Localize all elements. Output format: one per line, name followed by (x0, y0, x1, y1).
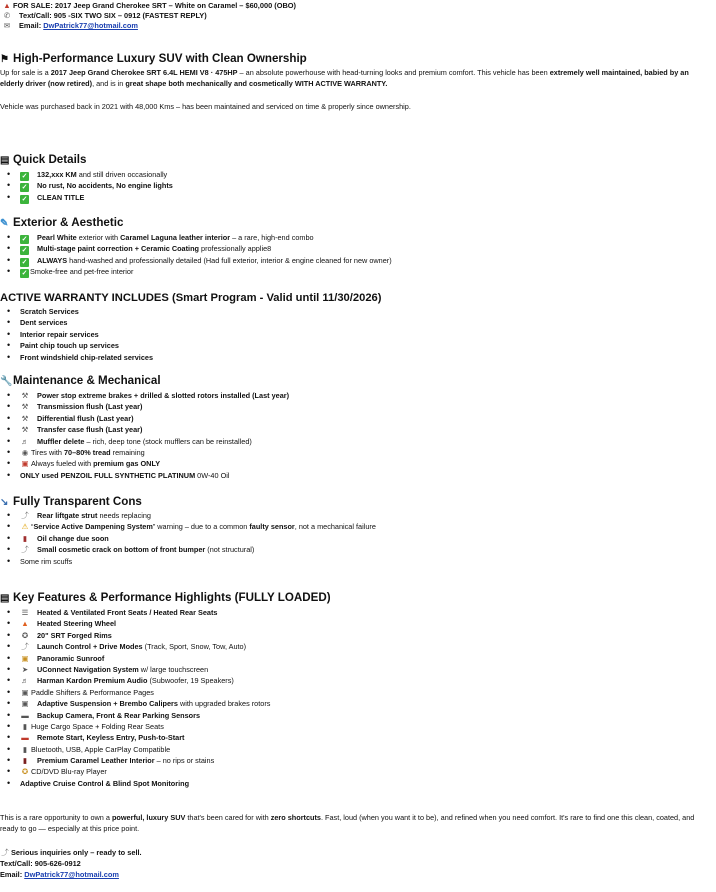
list-item: • ▣ Adaptive Suspension + Brembo Calipers with upgraded brakes rotors (0, 699, 700, 710)
list-item: • ▮ Bluetooth, USB, Apple CarPlay Compatible (0, 745, 700, 756)
phone-icon: ▮ (22, 744, 28, 754)
list-item: • ◉ Tires with 70–80% tread remaining (0, 448, 700, 459)
list-item: • ✓ Pearl White exterior with Caramel Laguna leather interior – a rare, high-end combo (0, 233, 700, 244)
car-icon: ▬ (21, 733, 29, 743)
tools-icon: ⚒ (21, 402, 29, 412)
seat-icon: ☰ (21, 608, 29, 617)
warranty-heading: ACTIVE WARRANTY INCLUDES (Smart Program - Valid until 11/30/2026) (0, 292, 382, 304)
footer-email: Email: DwPatrick77@hotmail.com (0, 870, 119, 879)
speaker-icon: ♬ (21, 436, 29, 446)
footer-phone: Text/Call: 905-626-0912 (0, 859, 81, 868)
list-item: • ✪ 20" SRT Forged Rims (0, 631, 700, 642)
list-item: • ▲ Heated Steering Wheel (0, 619, 700, 630)
warning-icon: ⚠ (21, 522, 29, 532)
checkmark-icon: ✓ (21, 258, 28, 266)
list-item: • ♬ Harman Kardon Premium Audio (Subwoofer, 19 Speakers) (0, 676, 700, 687)
list-item: • ▮ Oil change due soon (0, 534, 700, 545)
gamepad-icon: ▣ (21, 687, 29, 697)
closing-paragraph: This is a rare opportunity to own a powerful, luxury SUV that's been cared for with zero shortcuts. Fast, loud (when you want it to be), and refined when you need comfort. It's rare to find one this clean, coated, and ready to go — especially at this price point. (0, 813, 695, 833)
notepad-icon: ▤ (0, 593, 10, 604)
list-item: • ⤴ Launch Control + Drive Modes (Track, Sport, Snow, Tow, Auto) (0, 642, 700, 653)
tools-icon: ⚒ (21, 413, 29, 423)
fuel-pump-icon: ▣ (21, 459, 29, 469)
list-item: • ☰ Heated & Ventilated Front Seats / Heated Rear Seats (0, 608, 700, 619)
list-item: • Scratch Services (0, 307, 700, 318)
checkmark-icon: ✓ (21, 236, 28, 243)
camera-icon: ▬ (21, 710, 29, 720)
leather-icon: ▮ (22, 756, 28, 766)
navigation-icon: ➤ (21, 664, 29, 674)
oil-can-icon: ▮ (22, 533, 28, 543)
email-link[interactable]: DwPatrick77@hotmail.com (43, 21, 138, 30)
checkmark-icon: ✓ (21, 173, 28, 180)
strut-icon: ⤴ (21, 511, 29, 520)
exterior-list (0, 233, 700, 279)
checkered-flag-icon: ⚑ (0, 54, 9, 65)
tire-icon: ◉ (21, 447, 29, 457)
disc-icon: ✪ (21, 767, 29, 777)
maintenance-heading: 🔧Maintenance & Mechanical (0, 374, 161, 387)
intro-paragraph: Up for sale is a 2017 Jeep Grand Cherokee SRT 6.4L HEMI V8 · 475HP – an absolute powerhouse with head-turning looks and premium comfort. This vehicle has been extremely well maintained, babied by an elderly driver (now retired), and is in great shape both mechanically and cosmetically WITH ACTIVE WARRANTY. (0, 68, 689, 88)
header-line-title: ▲ FOR SALE: 2017 Jeep Grand Cherokee SRT – White on Caramel – $60,000 (OBO) (3, 1, 296, 10)
list-item: • ⚒ Power stop extreme brakes + drilled & slotted rotors installed (Last year) (0, 391, 700, 402)
fire-icon: ▲ (21, 619, 29, 629)
list-item: • ▣ Always fueled with premium gas ONLY (0, 459, 700, 470)
list-item: • ✓ Multi-stage paint correction + Ceramic Coating professionally applie8 (0, 244, 700, 255)
list-item: • Interior repair services (0, 330, 700, 341)
quick-details-heading: ▤ Quick Details (0, 153, 87, 166)
intro-heading: ⚑ High-Performance Luxury SUV with Clean Ownership (0, 52, 307, 65)
list-item: • Front windshield chip-related services (0, 353, 700, 364)
speaker-icon: ♬ (21, 676, 29, 686)
header-line-email: ✉ Email: DwPatrick77@hotmail.com (3, 21, 138, 30)
list-item: • ➤ UConnect Navigation System w/ large touchscreen (0, 665, 700, 676)
phone-icon: ✆ (3, 11, 11, 20)
warranty-list (0, 307, 700, 364)
list-item: • ✓ Smoke-free and pet-free interior (0, 267, 700, 278)
list-item: • ♬ Muffler delete – rich, deep tone (stock mufflers can be reinstalled) (0, 437, 700, 448)
header-line-phone: ✆ Text/Call: 905 -SIX TWO SIX – 0912 (FASTEST REPLY) (3, 11, 207, 20)
sunroof-icon: ▣ (21, 653, 29, 663)
features-heading: ▤ Key Features & Performance Highlights (FULLY LOADED) (0, 591, 331, 604)
list-item: • ▮ Premium Caramel Leather Interior – no rips or stains (0, 756, 700, 767)
footer-email-link[interactable]: DwPatrick77@hotmail.com (24, 870, 119, 879)
checkmark-icon: ✓ (21, 247, 28, 255)
features-list (0, 608, 700, 790)
list-item: • ▬ Remote Start, Keyless Entry, Push-to-Start (0, 733, 700, 744)
list-item: • ⚒ Transfer case flush (Last year) (0, 425, 700, 436)
maintenance-list (0, 391, 700, 482)
list-item: • ⤴ Small cosmetic crack on bottom of front bumper (not structural) (0, 545, 700, 556)
bumper-icon: ⤴ (21, 545, 29, 555)
list-item: • Paint chip touch up services (0, 341, 700, 352)
list-item: • ▬ Backup Camera, Front & Rear Parking Sensors (0, 711, 700, 722)
wheel-icon: ✪ (21, 630, 29, 640)
list-item: • ▮ Huge Cargo Space + Folding Rear Seats (0, 722, 700, 733)
list-item: • Dent services (0, 318, 700, 329)
list-item: • ▣ Panoramic Sunroof (0, 654, 700, 665)
list-item: • ✪ CD/DVD Blu-ray Player (0, 767, 700, 778)
suspension-icon: ▣ (21, 699, 29, 709)
clipboard-icon: ▤ (0, 155, 10, 166)
list-item: • Some rim scuffs (0, 557, 700, 568)
pin-icon: ▲ (3, 1, 11, 10)
cargo-icon: ▮ (22, 721, 28, 731)
list-item: • ✓ No rust, No accidents, No engine lights (0, 181, 700, 192)
exterior-heading: ✎ Exterior & Aesthetic (0, 216, 124, 229)
pin-icon: ⤴ (1, 848, 9, 857)
tools-icon: ⚒ (21, 391, 29, 400)
quick-details-list (0, 170, 700, 204)
list-item: • ONLY used PENZOIL FULL SYNTHETIC PLATINUM 0W-40 Oil (0, 471, 700, 482)
cons-heading: ↘ Fully Transparent Cons (0, 495, 142, 508)
cons-list (0, 511, 700, 568)
checkmark-icon: ✓ (21, 270, 28, 278)
list-item: • ⚒ Differential flush (Last year) (0, 414, 700, 425)
wrench-icon: 🔧 (0, 376, 13, 387)
list-item: • ✓ CLEAN TITLE (0, 193, 700, 204)
list-item: • ⤴ Rear liftgate strut needs replacing (0, 511, 700, 522)
envelope-icon: ✉ (3, 21, 11, 30)
launch-icon: ⤴ (21, 642, 29, 652)
checkmark-icon: ✓ (21, 195, 28, 203)
purchase-paragraph: Vehicle was purchased back in 2021 with 48,000 Kms – has been maintained and serviced on time & properly since ownership. (0, 102, 411, 111)
list-item: • ⚒ Transmission flush (Last year) (0, 402, 700, 413)
list-item: • ▣ Paddle Shifters & Performance Pages (0, 688, 700, 699)
paint-brush-icon: ✎ (0, 218, 9, 229)
serious-line: ⤴ Serious inquiries only – ready to sell. (1, 848, 142, 857)
tools-icon: ⚒ (21, 425, 29, 435)
list-item: • ✓ 132,xxx KM and still driven occasionally (0, 170, 700, 181)
list-item: • ⚠ “Service Active Dampening System” warning – due to a common faulty sensor, not a mechanical failure (0, 522, 700, 533)
chart-down-icon: ↘ (0, 497, 9, 508)
list-item: • ✓ ALWAYS hand-washed and professionally detailed (Had full exterior, interior & engine cleaned for new owner) (0, 256, 700, 267)
list-item: • Adaptive Cruise Control & Blind Spot Monitoring (0, 779, 700, 790)
checkmark-icon: ✓ (21, 184, 28, 192)
